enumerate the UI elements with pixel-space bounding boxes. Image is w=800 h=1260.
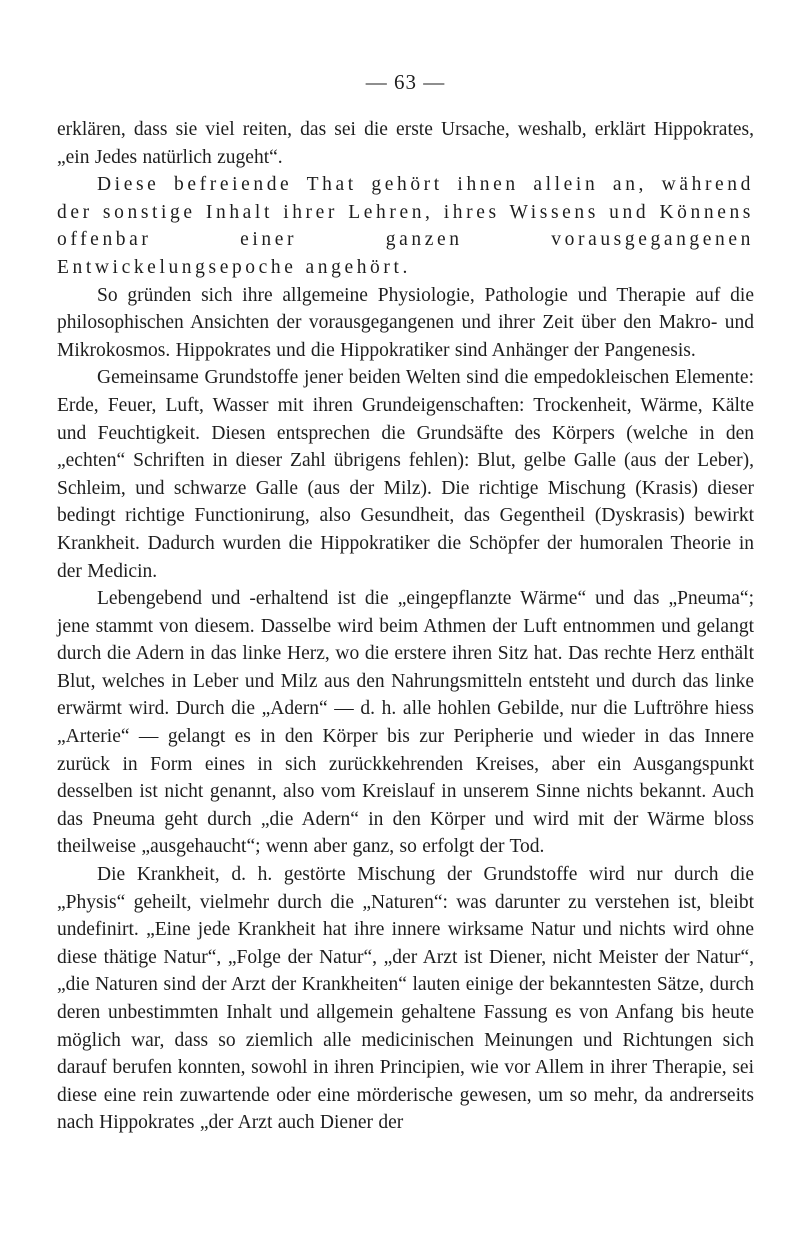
paragraph-1: erklären, dass sie viel reiten, das sei die erste Ursache, weshalb, erklärt Hippokrates, „ein Jedes natürlich zugeht“.: [57, 119, 754, 168]
paragraph-2-emphasized: Diese befreiende That gehört ihnen allein an, während der sonstige Inhalt ihrer Lehren, ihres Wissens und Könnens offenbar einer ganzen vorausgegangenen Entwickelungsepoche angehört.: [57, 174, 754, 278]
paragraph-3: So gründen sich ihre allgemeine Physiologie, Pathologie und Therapie auf die philosophischen Ansichten der vorausgegangenen und ihrer Zeit über den Makro- und Mikrokosmos. Hippokrates und die Hippokratiker sind Anhänger der Pangenesis.: [57, 284, 754, 361]
book-page: [57, 66, 754, 1137]
page-number: — 63 —: [365, 70, 446, 94]
paragraph-5: Lebengebend und -erhaltend ist die „eingepflanzte Wärme“ und das „Pneuma“; jene stammt von diesem. Dasselbe wird beim Athmen der Luft entnommen und gelangt durch die Adern in das linke Herz, wo die erstere ihren Sitz hat. Das rechte Herz enthält Blut, welches in Leber und Milz aus den Nahrungsmitteln entsteht und durch das linke erwärmt wird. Durch die „Adern“ — d. h. alle hohlen Gebilde, nur die Luftröhre hiess „Arterie“ — gelangt es in den Körper bis zur Peripherie und wieder in das Innere zurück in Form eines in sich zurückkehrenden Kreises, aber ein Ausgangspunkt desselben ist nicht genannt, also vom Kreislauf in unserem Sinne nichts bekannt. Auch das Pneuma geht durch „die Adern“ in den Körper und wird mit der Wärme bloss theilweise „ausgehaucht“; wenn aber ganz, so erfolgt der Tod.: [57, 588, 754, 858]
paragraph-6: Die Krankheit, d. h. gestörte Mischung der Grundstoffe wird nur durch die „Physis“ geheilt, vielmehr durch die „Naturen“: was darunter zu verstehen ist, bleibt undefinirt. „Eine jede Krankheit hat ihre innere wirksame Natur und nichts wird ohne diese thätige Natur“, „Folge der Natur“, „der Arzt ist Diener, nicht Meister der Natur“, „die Naturen sind der Arzt der Krankheiten“ lauten einige der bekanntesten Sätze, durch deren unbestimmten Inhalt und allgemein gehaltene Fassung es von Anfang bis heute möglich war, dass so ziemlich alle medicinischen Meinungen und Richtungen sich darauf berufen konnten, sowohl in ihren Principien, wie vor Allem in ihrer Therapie, sei diese eine rein zuwartende oder eine mörderische gewesen, um so mehr, da andrerseits nach Hippokrates „der Arzt auch Diener der: [57, 864, 754, 1134]
paragraph-4: Gemeinsame Grundstoffe jener beiden Welten sind die empedokleischen Elemente: Erde, Feuer, Luft, Wasser mit ihren Grundeigenschaften: Trockenheit, Wärme, Kälte und Feuchtigkeit. Diesen entsprechen die Grundsäfte des Körpers (welche in den „echten“ Schriften in dieser Zahl übrigens fehlen): Blut, gelbe Galle (aus der Leber), Schleim, und schwarze Galle (aus der Milz). Die richtige Mischung (Krasis) dieser bedingt richtige Functionirung, also Gesundheit, das Gegentheil (Dyskrasis) bewirkt Krankheit. Dadurch wurden die Hippokratiker die Schöpfer der humoralen Theorie in der Medicin.: [57, 367, 754, 582]
